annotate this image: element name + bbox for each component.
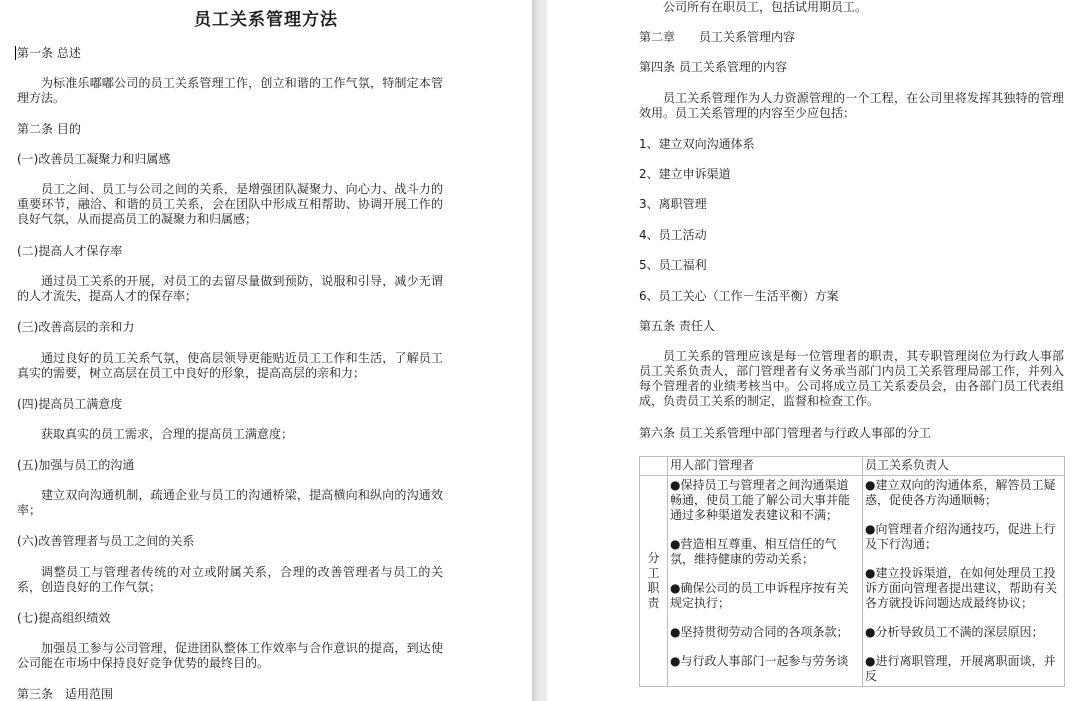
table-header-row [640,457,1065,476]
article1-heading: 第一条 总述 [17,46,81,60]
article4-body: 员工关系管理作为人力资源管理的一个工程，在公司里将发挥其独特的管理效用。员工关系管理的内容至少应包括： [639,91,1064,120]
side-label-char: 责 [647,596,660,610]
article1-body: 为标准乐嘟嘟公司的员工关系管理工作，创立和谐的工作气氛，特制定本管理方法。 [17,76,443,105]
purpose-body: 调整员工与管理者传统的对立或附属关系，合理的改善管理者与员工的关系，创造良好的工作气氛； [17,565,443,594]
duty-item: ●建立双向的沟通体系，解答员工疑惑，促使各方沟通顺畅； [865,478,1056,507]
scope-text: 公司所有在职员工，包括试用期员工。 [663,0,868,14]
table-header-cell: 用人部门管理者 [668,457,863,476]
document-page-left [0,0,532,701]
table-row [640,476,1065,687]
purpose-heading: (六)改善管理者与员工之间的关系 [17,534,195,548]
purpose-heading: (二)提高人才保存率 [17,244,123,258]
table-corner-cell [640,457,668,476]
table-cell-manager-duties [668,476,863,687]
duty-item: ●进行离职管理，开展离职面谈，并反 [865,654,1056,683]
purpose-body: 通过员工关系的开展，对员工的去留尽量做到预防，说服和引导，减少无谓的人才流失，提高人才的保存率； [17,274,443,303]
duty-item: ●与行政人事部门一起参与劳务谈 [670,654,849,668]
table-cell-hr-duties [863,476,1065,687]
content-list-item: 4、员工活动 [639,228,707,242]
content-list-item: 5、员工福利 [639,258,707,272]
table-side-label [640,476,668,687]
side-label-char: 分 [647,551,660,565]
responsibility-table [639,456,1065,687]
document-title: 员工关系管理方法 [194,10,338,30]
article6-heading: 第六条 员工关系管理中部门管理者与行政人事部的分工 [639,426,931,440]
purpose-heading: (四)提高员工满意度 [17,397,123,411]
purpose-heading: (一)改善员工凝聚力和归属感 [17,152,171,166]
article3-heading: 第三条 适用范围 [17,687,114,701]
duty-item: ●建立投诉渠道，在如何处理员工投诉方面向管理者提出建议，帮助有关各方就投诉问题达成最终协议； [865,566,1058,610]
purpose-heading: (三)改善高层的亲和力 [17,320,135,334]
document-page-right [547,0,1080,701]
duty-item: ●保持员工与管理者之间沟通渠道畅通，使员工能了解公司大事并能通过多种渠道发表建议和不满； [670,478,851,522]
table-header-cell: 员工关系负责人 [863,457,1065,476]
article5-heading: 第五条 责任人 [639,319,715,333]
purpose-body: 通过良好的员工关系气氛，使高层领导更能贴近员工工作和生活，了解员工真实的需要，树立高层在员工中良好的形象，提高高层的亲和力； [17,351,443,380]
duty-item: ●坚持贯彻劳动合同的各项条款； [670,625,849,639]
content-list-item: 3、离职管理 [639,197,707,211]
purpose-body: 建立双向沟通机制，疏通企业与员工的沟通桥梁，提高横向和纵向的沟通效率； [17,488,443,517]
text-cursor [15,46,16,60]
purpose-heading: (七)提高组织绩效 [17,611,111,625]
article2-heading: 第二条 目的 [17,122,81,136]
chapter2-heading: 第二章 员工关系管理内容 [639,30,796,44]
purpose-body: 获取真实的员工需求，合理的提高员工满意度； [41,427,294,441]
content-list-item: 2、建立申诉渠道 [639,167,731,181]
side-label-char: 工 [647,566,660,580]
content-list-item: 1、建立双向沟通体系 [639,137,755,151]
page-gutter [532,0,547,701]
purpose-body: 员工之间、员工与公司之间的关系，是增强团队凝聚力、向心力、战斗力的重要环节，融洽、和谐的员工关系，会在团队中形成互相帮助、协调开展工作的良好气氛，从而提高员工的凝聚力和归属感； [17,182,443,226]
article5-body: 员工关系的管理应该是每一位管理者的职责，其专职管理岗位为行政人事部员工关系负责人，部门管理者有义务承当部门内员工关系管理局部工作，并列入每个管理者的业绩考核当中。公司将成立员工关系委员会，由各部门员工代表组成，负责员工关系的制定，监督和检查工作。 [639,349,1064,408]
content-list-item: 6、员工关心（工作－生活平衡）方案 [639,289,839,303]
duty-item: ●分析导致员工不满的深层原因； [865,625,1044,639]
purpose-body: 加强员工参与公司管理，促进团队整体工作效率与合作意识的提高，到达使公司能在市场中保持良好竞争优势的最终目的。 [17,641,443,670]
duty-item: ●向管理者介绍沟通技巧，促进上行及下行沟通； [865,522,1056,551]
side-label-char: 职 [647,581,660,595]
duty-item: ●确保公司的员工申诉程序按有关规定执行； [670,581,849,610]
duty-item: ●营造相互尊重、相互信任的气氛，维持健康的劳动关系； [670,537,837,566]
article4-heading: 第四条 员工关系管理的内容 [639,60,787,74]
purpose-heading: (五)加强与员工的沟通 [17,458,135,472]
